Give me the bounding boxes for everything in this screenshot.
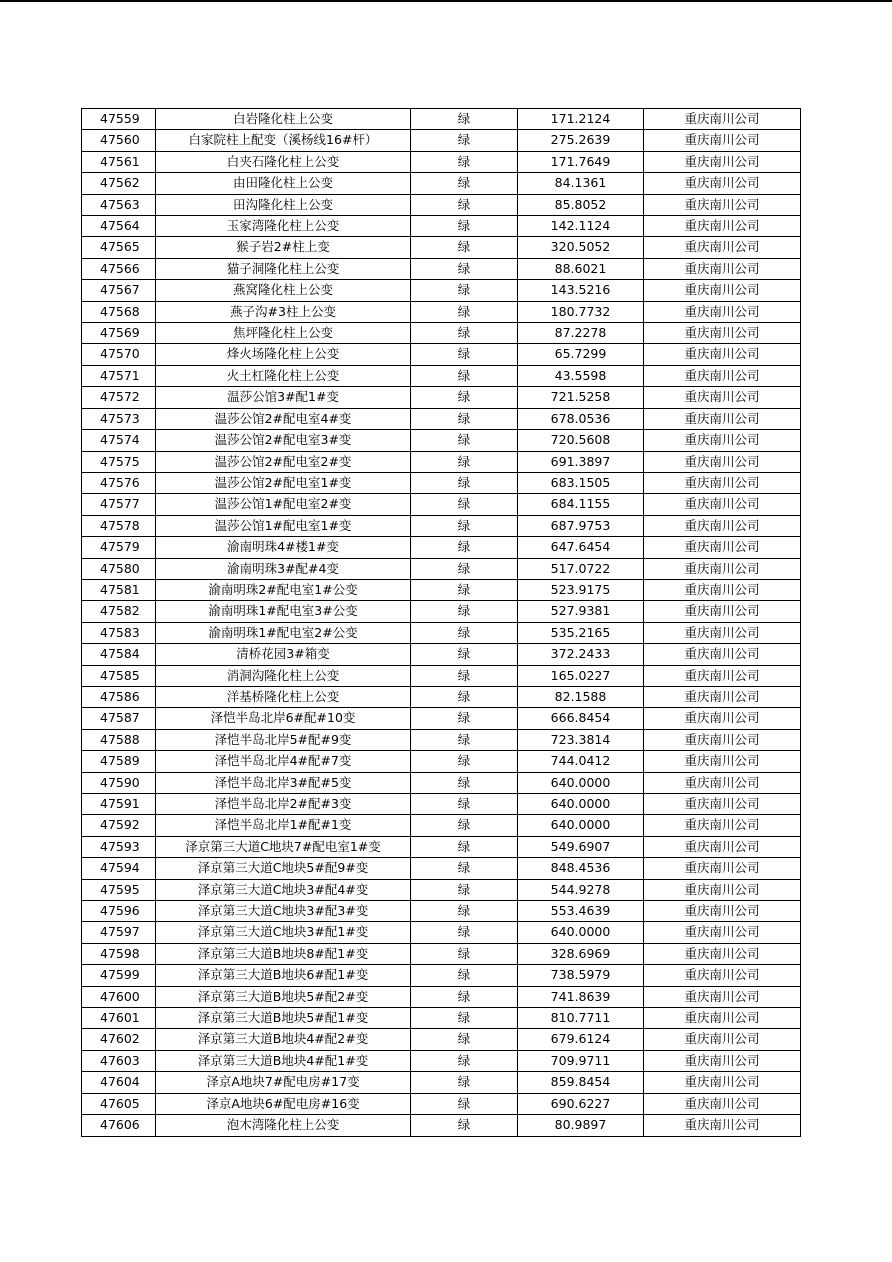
cell-name: 泽恺半岛北岸2#配#3变 [156,794,411,815]
cell-value: 741.8639 [518,986,644,1007]
table-row [82,430,801,451]
cell-status: 绿 [411,772,518,793]
cell-value: 744.0412 [518,751,644,772]
cell-id: 47595 [82,879,156,900]
cell-value: 142.1124 [518,216,644,237]
cell-name: 白夹石隆化柱上公变 [156,151,411,172]
table-row [82,258,801,279]
cell-status: 绿 [411,173,518,194]
cell-value: 275.2639 [518,130,644,151]
cell-company: 重庆南川公司 [644,451,801,472]
table-row [82,836,801,857]
table-row [82,301,801,322]
table-row [82,579,801,600]
cell-name: 温莎公馆1#配电室2#变 [156,494,411,515]
cell-company: 重庆南川公司 [644,216,801,237]
cell-status: 绿 [411,815,518,836]
cell-value: 683.1505 [518,472,644,493]
cell-status: 绿 [411,344,518,365]
cell-status: 绿 [411,794,518,815]
cell-id: 47588 [82,729,156,750]
cell-company: 重庆南川公司 [644,644,801,665]
cell-id: 47567 [82,280,156,301]
table-row [82,751,801,772]
cell-status: 绿 [411,601,518,622]
cell-value: 171.7649 [518,151,644,172]
cell-id: 47570 [82,344,156,365]
cell-id: 47568 [82,301,156,322]
cell-company: 重庆南川公司 [644,258,801,279]
cell-company: 重庆南川公司 [644,365,801,386]
cell-id: 47591 [82,794,156,815]
cell-value: 553.4639 [518,901,644,922]
cell-company: 重庆南川公司 [644,986,801,1007]
table-row [82,173,801,194]
cell-name: 泽恺半岛北岸3#配#5变 [156,772,411,793]
cell-company: 重庆南川公司 [644,301,801,322]
cell-name: 泽京第三大道B地块4#配1#变 [156,1050,411,1071]
cell-name: 燕窝隆化柱上公变 [156,280,411,301]
cell-value: 684.1155 [518,494,644,515]
cell-status: 绿 [411,1093,518,1114]
cell-company: 重庆南川公司 [644,130,801,151]
cell-value: 848.4536 [518,858,644,879]
cell-status: 绿 [411,323,518,344]
cell-status: 绿 [411,1050,518,1071]
table-row [82,601,801,622]
table-row [82,1050,801,1071]
cell-name: 由田隆化柱上公变 [156,173,411,194]
cell-name: 温莎公馆2#配电室3#变 [156,430,411,451]
table-row [82,1093,801,1114]
cell-value: 666.8454 [518,708,644,729]
cell-id: 47604 [82,1072,156,1093]
cell-value: 647.6454 [518,537,644,558]
cell-name: 渝南明珠2#配电室1#公变 [156,579,411,600]
table-row [82,537,801,558]
cell-value: 640.0000 [518,815,644,836]
cell-company: 重庆南川公司 [644,387,801,408]
cell-id: 47564 [82,216,156,237]
cell-value: 690.6227 [518,1093,644,1114]
cell-value: 738.5979 [518,965,644,986]
cell-id: 47563 [82,194,156,215]
cell-name: 焦坪隆化柱上公变 [156,323,411,344]
cell-value: 640.0000 [518,922,644,943]
cell-status: 绿 [411,408,518,429]
table-row [82,815,801,836]
table-row [82,472,801,493]
cell-name: 猴子岩2#柱上变 [156,237,411,258]
cell-value: 43.5598 [518,365,644,386]
table-row [82,729,801,750]
cell-company: 重庆南川公司 [644,558,801,579]
cell-company: 重庆南川公司 [644,194,801,215]
table-row [82,665,801,686]
table-row [82,772,801,793]
cell-id: 47594 [82,858,156,879]
cell-id: 47592 [82,815,156,836]
table-row [82,408,801,429]
cell-company: 重庆南川公司 [644,408,801,429]
cell-value: 523.9175 [518,579,644,600]
table-row [82,365,801,386]
cell-value: 709.9711 [518,1050,644,1071]
cell-value: 328.6969 [518,943,644,964]
cell-status: 绿 [411,109,518,130]
cell-value: 679.6124 [518,1029,644,1050]
cell-status: 绿 [411,751,518,772]
cell-id: 47583 [82,622,156,643]
cell-id: 47572 [82,387,156,408]
cell-name: 玉家湾隆化柱上公变 [156,216,411,237]
cell-id: 47571 [82,365,156,386]
table-row [82,387,801,408]
cell-company: 重庆南川公司 [644,965,801,986]
cell-name: 泽恺半岛北岸5#配#9变 [156,729,411,750]
cell-status: 绿 [411,515,518,536]
cell-company: 重庆南川公司 [644,943,801,964]
cell-name: 白岩隆化柱上公变 [156,109,411,130]
cell-name: 泽京第三大道C地块3#配3#变 [156,901,411,922]
cell-name: 泽恺半岛北岸1#配#1变 [156,815,411,836]
table-row [82,858,801,879]
cell-name: 温莎公馆2#配电室4#变 [156,408,411,429]
cell-company: 重庆南川公司 [644,280,801,301]
cell-value: 527.9381 [518,601,644,622]
cell-status: 绿 [411,537,518,558]
cell-company: 重庆南川公司 [644,430,801,451]
cell-company: 重庆南川公司 [644,794,801,815]
cell-name: 白家院柱上配变（溪杨线16#杆） [156,130,411,151]
table-row [82,1072,801,1093]
cell-id: 47585 [82,665,156,686]
cell-name: 烽火场隆化柱上公变 [156,344,411,365]
cell-status: 绿 [411,579,518,600]
cell-company: 重庆南川公司 [644,472,801,493]
cell-value: 180.7732 [518,301,644,322]
table-row [82,451,801,472]
table-row [82,1029,801,1050]
cell-status: 绿 [411,1115,518,1136]
cell-company: 重庆南川公司 [644,1029,801,1050]
cell-value: 320.5052 [518,237,644,258]
cell-value: 171.2124 [518,109,644,130]
cell-name: 泽恺半岛北岸4#配#7变 [156,751,411,772]
cell-status: 绿 [411,858,518,879]
cell-name: 温莎公馆2#配电室2#变 [156,451,411,472]
table-row [82,622,801,643]
table-row [82,216,801,237]
cell-name: 渝南明珠1#配电室3#公变 [156,601,411,622]
cell-name: 泽京A地块6#配电房#16变 [156,1093,411,1114]
cell-id: 47560 [82,130,156,151]
cell-company: 重庆南川公司 [644,879,801,900]
cell-status: 绿 [411,1029,518,1050]
cell-id: 47562 [82,173,156,194]
table-row [82,922,801,943]
cell-id: 47569 [82,323,156,344]
cell-id: 47576 [82,472,156,493]
cell-company: 重庆南川公司 [644,836,801,857]
table-row [82,494,801,515]
cell-id: 47600 [82,986,156,1007]
cell-value: 82.1588 [518,686,644,707]
cell-id: 47573 [82,408,156,429]
cell-company: 重庆南川公司 [644,173,801,194]
cell-id: 47603 [82,1050,156,1071]
cell-company: 重庆南川公司 [644,665,801,686]
cell-id: 47565 [82,237,156,258]
cell-id: 47559 [82,109,156,130]
table-row [82,1115,801,1136]
cell-status: 绿 [411,622,518,643]
cell-status: 绿 [411,1072,518,1093]
cell-name: 泽京第三大道B地块6#配1#变 [156,965,411,986]
cell-company: 重庆南川公司 [644,858,801,879]
cell-name: 泽京第三大道B地块4#配2#变 [156,1029,411,1050]
cell-name: 火土杠隆化柱上公变 [156,365,411,386]
table-row [82,686,801,707]
cell-company: 重庆南川公司 [644,344,801,365]
cell-name: 清桥花园3#箱变 [156,644,411,665]
table-row [82,644,801,665]
table-row [82,1008,801,1029]
cell-value: 544.9278 [518,879,644,900]
cell-id: 47582 [82,601,156,622]
cell-name: 猫子洞隆化柱上公变 [156,258,411,279]
table-row [82,323,801,344]
cell-name: 洋基桥隆化柱上公变 [156,686,411,707]
cell-company: 重庆南川公司 [644,237,801,258]
table-body [82,109,801,1137]
cell-id: 47575 [82,451,156,472]
cell-company: 重庆南川公司 [644,537,801,558]
table-row [82,558,801,579]
cell-company: 重庆南川公司 [644,1093,801,1114]
cell-value: 87.2278 [518,323,644,344]
cell-value: 88.6021 [518,258,644,279]
table-row [82,109,801,130]
cell-id: 47584 [82,644,156,665]
cell-status: 绿 [411,301,518,322]
cell-id: 47566 [82,258,156,279]
cell-id: 47574 [82,430,156,451]
cell-id: 47577 [82,494,156,515]
cell-status: 绿 [411,237,518,258]
cell-value: 859.8454 [518,1072,644,1093]
cell-value: 65.7299 [518,344,644,365]
cell-value: 85.8052 [518,194,644,215]
cell-status: 绿 [411,836,518,857]
cell-status: 绿 [411,451,518,472]
cell-name: 泽京A地块7#配电房#17变 [156,1072,411,1093]
table-row [82,237,801,258]
cell-company: 重庆南川公司 [644,579,801,600]
cell-status: 绿 [411,494,518,515]
cell-name: 渝南明珠3#配#4变 [156,558,411,579]
data-table [81,108,801,1137]
cell-value: 721.5258 [518,387,644,408]
table-row [82,280,801,301]
cell-company: 重庆南川公司 [644,494,801,515]
cell-company: 重庆南川公司 [644,323,801,344]
cell-name: 渝南明珠1#配电室2#公变 [156,622,411,643]
table-row [82,986,801,1007]
cell-company: 重庆南川公司 [644,1115,801,1136]
cell-id: 47590 [82,772,156,793]
cell-value: 549.6907 [518,836,644,857]
page-top-rule [0,0,892,2]
cell-status: 绿 [411,1008,518,1029]
cell-company: 重庆南川公司 [644,622,801,643]
cell-value: 143.5216 [518,280,644,301]
table-row [82,879,801,900]
cell-value: 517.0722 [518,558,644,579]
cell-id: 47580 [82,558,156,579]
cell-value: 810.7711 [518,1008,644,1029]
cell-company: 重庆南川公司 [644,815,801,836]
cell-name: 温莎公馆2#配电室1#变 [156,472,411,493]
cell-company: 重庆南川公司 [644,109,801,130]
cell-value: 372.2433 [518,644,644,665]
cell-name: 燕子沟#3柱上公变 [156,301,411,322]
cell-value: 723.3814 [518,729,644,750]
cell-company: 重庆南川公司 [644,151,801,172]
cell-status: 绿 [411,194,518,215]
table-row [82,515,801,536]
cell-name: 温莎公馆3#配1#变 [156,387,411,408]
cell-company: 重庆南川公司 [644,729,801,750]
table-row [82,901,801,922]
cell-id: 47601 [82,1008,156,1029]
cell-value: 80.9897 [518,1115,644,1136]
cell-name: 渝南明珠4#楼1#变 [156,537,411,558]
cell-status: 绿 [411,879,518,900]
cell-name: 泡木湾隆化柱上公变 [156,1115,411,1136]
table-row [82,794,801,815]
cell-company: 重庆南川公司 [644,708,801,729]
cell-value: 720.5608 [518,430,644,451]
table-row [82,708,801,729]
cell-company: 重庆南川公司 [644,515,801,536]
cell-id: 47598 [82,943,156,964]
cell-status: 绿 [411,558,518,579]
cell-company: 重庆南川公司 [644,901,801,922]
cell-status: 绿 [411,365,518,386]
cell-value: 640.0000 [518,794,644,815]
table-row [82,943,801,964]
cell-id: 47597 [82,922,156,943]
cell-status: 绿 [411,901,518,922]
cell-value: 687.9753 [518,515,644,536]
cell-status: 绿 [411,280,518,301]
cell-status: 绿 [411,965,518,986]
cell-value: 678.0536 [518,408,644,429]
cell-status: 绿 [411,258,518,279]
cell-status: 绿 [411,986,518,1007]
cell-name: 消洞沟隆化柱上公变 [156,665,411,686]
cell-value: 535.2165 [518,622,644,643]
cell-status: 绿 [411,130,518,151]
table-row [82,130,801,151]
cell-name: 温莎公馆1#配电室1#变 [156,515,411,536]
cell-value: 640.0000 [518,772,644,793]
cell-name: 泽京第三大道C地块7#配电室1#变 [156,836,411,857]
cell-company: 重庆南川公司 [644,1050,801,1071]
cell-id: 47581 [82,579,156,600]
cell-status: 绿 [411,708,518,729]
cell-company: 重庆南川公司 [644,1072,801,1093]
cell-name: 泽京第三大道C地块3#配4#变 [156,879,411,900]
table-row [82,194,801,215]
cell-status: 绿 [411,387,518,408]
cell-value: 84.1361 [518,173,644,194]
cell-name: 泽京第三大道B地块8#配1#变 [156,943,411,964]
cell-id: 47593 [82,836,156,857]
cell-status: 绿 [411,644,518,665]
cell-id: 47579 [82,537,156,558]
table-row [82,965,801,986]
cell-company: 重庆南川公司 [644,772,801,793]
cell-id: 47587 [82,708,156,729]
cell-status: 绿 [411,665,518,686]
cell-status: 绿 [411,686,518,707]
table-row [82,151,801,172]
cell-status: 绿 [411,430,518,451]
cell-company: 重庆南川公司 [644,1008,801,1029]
cell-status: 绿 [411,151,518,172]
cell-name: 田沟隆化柱上公变 [156,194,411,215]
cell-id: 47561 [82,151,156,172]
cell-id: 47596 [82,901,156,922]
cell-id: 47578 [82,515,156,536]
cell-name: 泽京第三大道B地块5#配1#变 [156,1008,411,1029]
cell-status: 绿 [411,472,518,493]
cell-company: 重庆南川公司 [644,922,801,943]
cell-name: 泽京第三大道B地块5#配2#变 [156,986,411,1007]
cell-company: 重庆南川公司 [644,686,801,707]
cell-id: 47606 [82,1115,156,1136]
table-row [82,344,801,365]
cell-company: 重庆南川公司 [644,751,801,772]
cell-id: 47602 [82,1029,156,1050]
cell-id: 47599 [82,965,156,986]
cell-value: 691.3897 [518,451,644,472]
cell-status: 绿 [411,943,518,964]
cell-name: 泽恺半岛北岸6#配#10变 [156,708,411,729]
cell-id: 47605 [82,1093,156,1114]
cell-company: 重庆南川公司 [644,601,801,622]
cell-id: 47589 [82,751,156,772]
cell-status: 绿 [411,729,518,750]
cell-status: 绿 [411,922,518,943]
cell-name: 泽京第三大道C地块3#配1#变 [156,922,411,943]
cell-id: 47586 [82,686,156,707]
cell-value: 165.0227 [518,665,644,686]
cell-status: 绿 [411,216,518,237]
cell-name: 泽京第三大道C地块5#配9#变 [156,858,411,879]
